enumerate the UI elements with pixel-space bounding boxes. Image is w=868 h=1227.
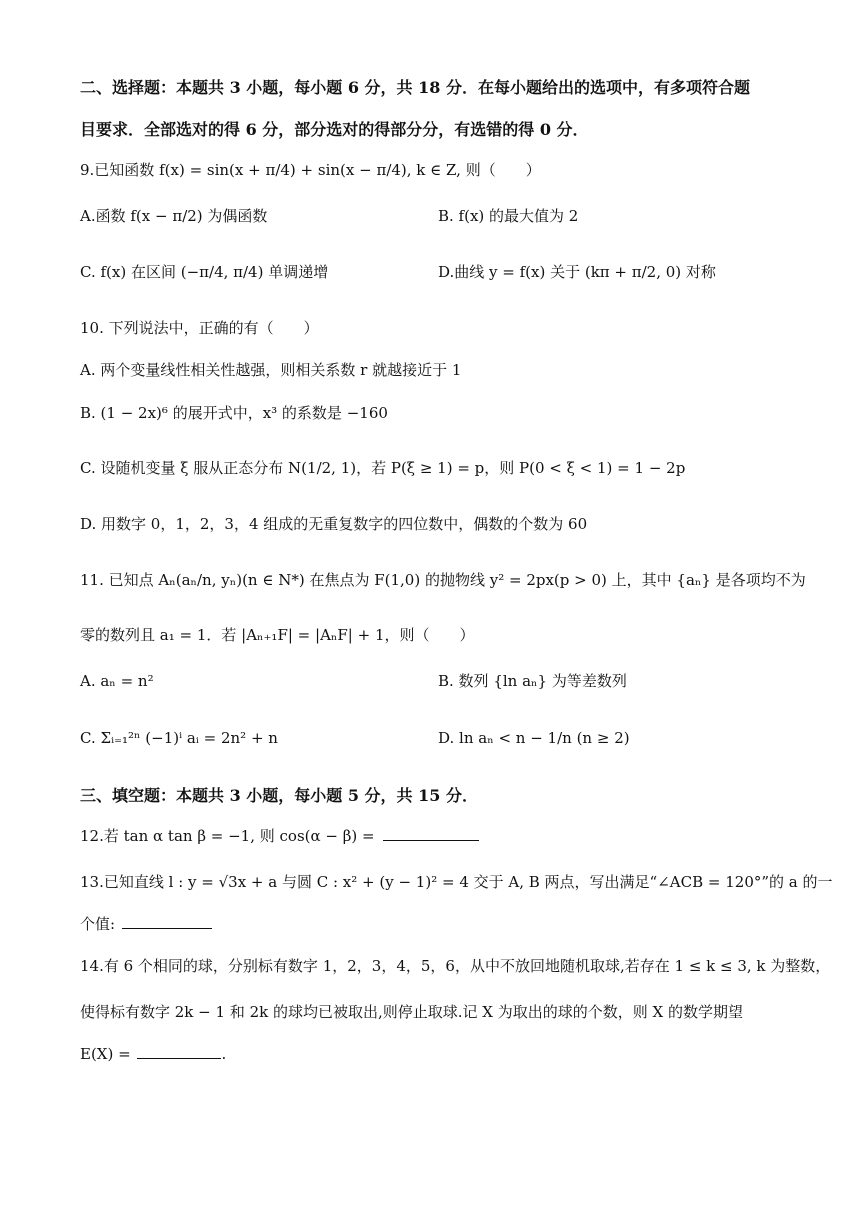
q10-stem: 10. 下列说法中，正确的有（ ） [80,319,319,337]
q13-row [80,914,212,934]
q11-option-d: D. ln aₙ < n − 1/n (n ≥ 2) [438,729,630,747]
q14-stem-line3-prefix: E(X) = [80,1045,131,1063]
q10-option-d: D. 用数字 0，1，2，3，4 组成的无重复数字的四位数中，偶数的个数为 60 [80,515,588,533]
q9-option-d: D.曲线 y = f(x) 关于 (kπ + π/2, 0) 对称 [438,263,716,281]
q10-option-c: C. 设随机变量 ξ 服从正态分布 N(1/2, 1)，若 P(ξ ≥ 1) = p，则 P(0 < ξ < 1) = 1 − 2p [80,459,686,477]
q13-stem-line2: 个值: [80,915,116,933]
q11-option-b: B. 数列 {ln aₙ} 为等差数列 [438,672,627,690]
q11-option-c: C. Σᵢ₌₁²ⁿ (−1)ⁱ aᵢ = 2n² + n [80,729,278,747]
q12-row [80,826,479,846]
q14-answer-blank[interactable] [137,1044,221,1059]
q14-stem-line3-suffix: . [221,1045,227,1063]
q10-option-b: B. (1 − 2x)⁶ 的展开式中，x³ 的系数是 −160 [80,404,388,422]
q13-stem-line1: 13.已知直线 l : y = √3x + a 与圆 C : x² + (y − 1)² = 4 交于 A, B 两点，写出满足“∠ACB = 120°”的 a 的一 [80,873,833,891]
q11-stem-line2: 零的数列且 a₁ = 1．若 |Aₙ₊₁F| = |AₙF| + 1，则（ ） [80,626,475,644]
section2-header-line1: 二、选择题：本题共 3 小题，每小题 6 分，共 18 分．在每小题给出的选项中，有多项符合题 [80,78,750,97]
section2-header-line2: 目要求．全部选对的得 6 分，部分选对的得部分分，有选错的得 0 分． [80,120,589,139]
q9-option-b: B. f(x) 的最大值为 2 [438,207,579,225]
q14-stem-line1: 14.有 6 个相同的球，分别标有数字 1，2，3，4，5，6，从中不放回地随机取球,若存在 1 ≤ k ≤ 3, k 为整数， [80,957,831,975]
q10-option-a: A. 两个变量线性相关性越强，则相关系数 r 就越接近于 1 [80,361,462,379]
section3-header: 三、填空题：本题共 3 小题，每小题 5 分，共 15 分． [80,786,478,805]
q11-option-a: A. aₙ = n² [80,672,154,690]
q13-answer-blank[interactable] [122,914,212,929]
q11-stem-line1: 11. 已知点 Aₙ(aₙ/n, yₙ)(n ∈ N*) 在焦点为 F(1,0) 的抛物线 y² = 2px(p > 0) 上，其中 {aₙ} 是各项均不为 [80,571,806,589]
q14-row [80,1044,226,1064]
q9-stem: 9.已知函数 f(x) = sin(x + π/4) + sin(x − π/4), k ∈ Z, 则（ ） [80,161,541,179]
q12-answer-blank[interactable] [383,826,479,841]
q9-option-c: C. f(x) 在区间 (−π/4, π/4) 单调递增 [80,263,329,281]
q14-stem-line2: 使得标有数字 2k − 1 和 2k 的球均已被取出,则停止取球.记 X 为取出的球的个数，则 X 的数学期望 [80,1003,743,1021]
q12-stem: 12.若 tan α tan β = −1, 则 cos(α − β) = [80,827,375,845]
q9-option-a: A.函数 f(x − π/2) 为偶函数 [80,207,268,225]
